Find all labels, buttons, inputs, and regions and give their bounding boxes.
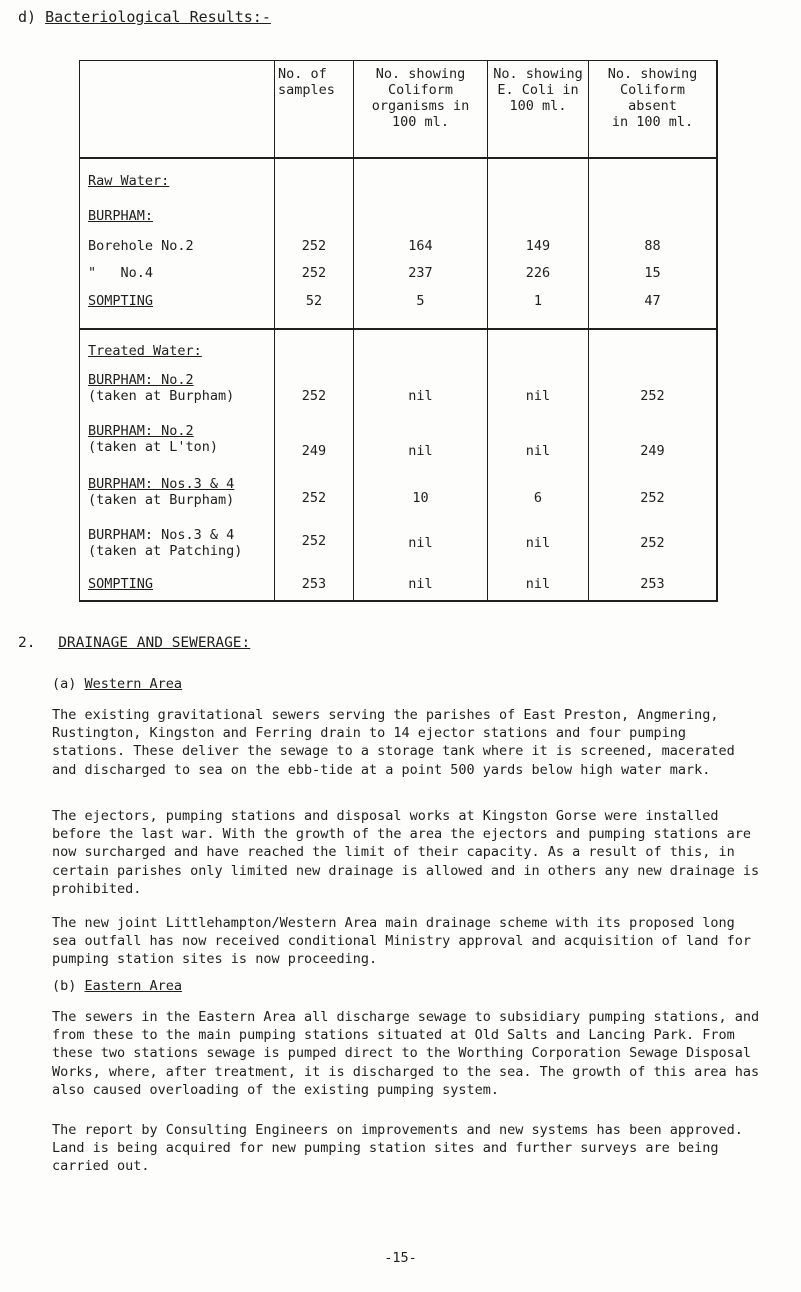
table-border-bottom bbox=[79, 600, 718, 602]
western-paragraph-2: The ejectors, pumping stations and disposal works at Kingston Gorse were installed before the last war. With the growth of the area the ejectors and pumping stations are now surcharged and have reached the limit of their capacity. As a result of this, in certain parishes only limited new drainage is allowed and in others any new drainage is prohibited. bbox=[52, 808, 760, 897]
eastern-paragraph-1: The sewers in the Eastern Area all discharge sewage to subsidiary pumping stations, and from these to the main pumping stations situated at Old Salts and Lancing Park. From these two stations sewage is pumped direct to the Worthing Corporation Sewage Disposal Works, where, after treatment, it is discharged to the sea. The growth of this area has also caused overloading of the existing pumping system. bbox=[52, 1009, 760, 1098]
col-divider-3 bbox=[487, 60, 488, 602]
western-paragraph-3: The new joint Littlehampton/Western Area main drainage scheme with its proposed long sea outfall has now received conditional Ministry approval and acquisition of land for pumping station sites is now proceeding. bbox=[52, 915, 751, 968]
eastern-paragraph-2: The report by Consulting Engineers on improvements and new systems has been approved. Land is being acquired for new pumping station sites and further surveys are being carried out. bbox=[52, 1122, 743, 1175]
western-area-heading: (a) Western Area bbox=[52, 676, 183, 692]
table-border-top bbox=[79, 60, 718, 61]
col-header-absent: No. showing Coliform absent in 100 ml. bbox=[607, 66, 698, 130]
western-paragraph-1: The existing gravitational sewers serving the parishes of East Preston, Angmering, Rustington, Kingston and Ferring drain to 14 ejector stations and four pumping stations. These deliver the sewage to a storage tank where it is screened, macerated and discharged to sea on the ebb-tide at a point 500 yards below high water mark. bbox=[52, 707, 735, 778]
table-border-mid bbox=[79, 328, 718, 330]
eastern-area-heading: (b) Eastern Area bbox=[52, 978, 183, 994]
section-title: Bacteriological Results:- bbox=[45, 8, 271, 26]
table-border-header bbox=[79, 157, 718, 159]
drainage-heading: 2. DRAINAGE AND SEWERAGE: bbox=[18, 635, 251, 651]
col-divider-2 bbox=[353, 60, 354, 602]
raw-water-heading: Raw Water: bbox=[88, 173, 170, 189]
col-divider-4 bbox=[588, 60, 589, 602]
section-label: d) bbox=[18, 8, 37, 26]
table-border-right bbox=[716, 60, 718, 602]
col-header-ecoli: No. showing E. Coli in 100 ml. bbox=[493, 66, 583, 114]
treated-water-heading: Treated Water: bbox=[88, 343, 202, 359]
col-header-samples: No. of samples bbox=[278, 66, 335, 98]
table-border-left bbox=[79, 60, 80, 602]
col-header-coliform: No. showing Coliform organisms in 100 ml. bbox=[371, 66, 470, 130]
raw-water-group: BURPHAM: bbox=[88, 208, 154, 224]
page-number: -15- bbox=[384, 1250, 417, 1266]
col-divider-1 bbox=[274, 60, 275, 602]
section-heading bbox=[18, 8, 271, 26]
bacteriological-results-table: No. of samples No. showing Coliform organisms in 100 ml. No. showing E. Coli in 100 ml. No. showing Coliform absent in 100 ml. Raw Water: BURPHAM: Borehole No.2 252 164 149 88 " No.4 252 237 226 15 SOMPTING 52 5 1 47 Treated Water: BURPHAM: No.2 (taken at Burpham) 252 nil nil 252 BURPHAM: No.2 (taken at L'ton) 249 nil nil 249 BURPHAM: Nos.3 & 4 (taken at Burpham) 252 10 6 252 BURPHAM: Nos.3 & 4 (taken at Patching) 252 nil nil 252 SOMPTING 253 nil nil 253 bbox=[79, 60, 801, 601]
